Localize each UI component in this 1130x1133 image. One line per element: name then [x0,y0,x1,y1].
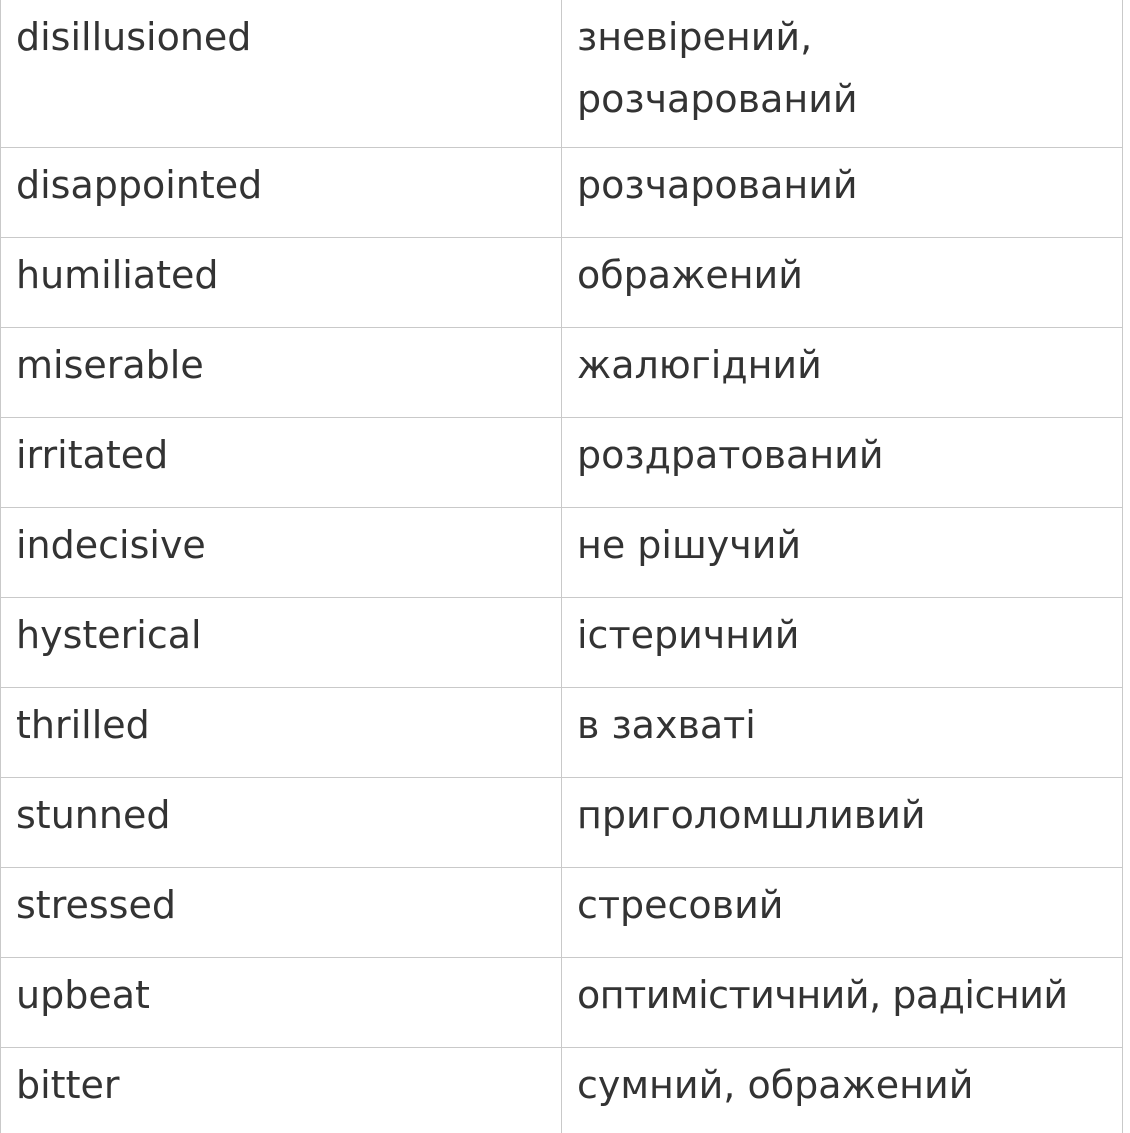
ukrainian-translation: оптимістичний, радісний [562,957,1123,1047]
english-word: thrilled [1,687,562,777]
ukrainian-translation: розчарований [562,147,1123,237]
english-word: indecisive [1,507,562,597]
english-word: disappointed [1,147,562,237]
table-row [1,147,1123,237]
english-word: hysterical [1,597,562,687]
english-word: miserable [1,327,562,417]
ukrainian-translation: зневірений, розчарований [562,0,1123,147]
english-word: disillusioned [1,0,562,147]
english-word: bitter [1,1047,562,1133]
table-row [1,957,1123,1047]
vocabulary-table-body [1,0,1123,1133]
table-row [1,867,1123,957]
english-word: upbeat [1,957,562,1047]
ukrainian-translation: в захваті [562,687,1123,777]
table-row [1,327,1123,417]
table-row [1,0,1123,147]
english-word: stunned [1,777,562,867]
ukrainian-translation: істеричний [562,597,1123,687]
english-word: irritated [1,417,562,507]
ukrainian-translation: сумний, ображений [562,1047,1123,1133]
table-row [1,417,1123,507]
table-row [1,777,1123,867]
ukrainian-translation: стресовий [562,867,1123,957]
table-row [1,687,1123,777]
table-row [1,237,1123,327]
ukrainian-translation: приголомшливий [562,777,1123,867]
ukrainian-translation: роздратований [562,417,1123,507]
table-row [1,1047,1123,1133]
ukrainian-translation: жалюгідний [562,327,1123,417]
ukrainian-translation: не рішучий [562,507,1123,597]
table-row [1,507,1123,597]
english-word: humiliated [1,237,562,327]
english-word: stressed [1,867,562,957]
ukrainian-translation: ображений [562,237,1123,327]
table-row [1,597,1123,687]
